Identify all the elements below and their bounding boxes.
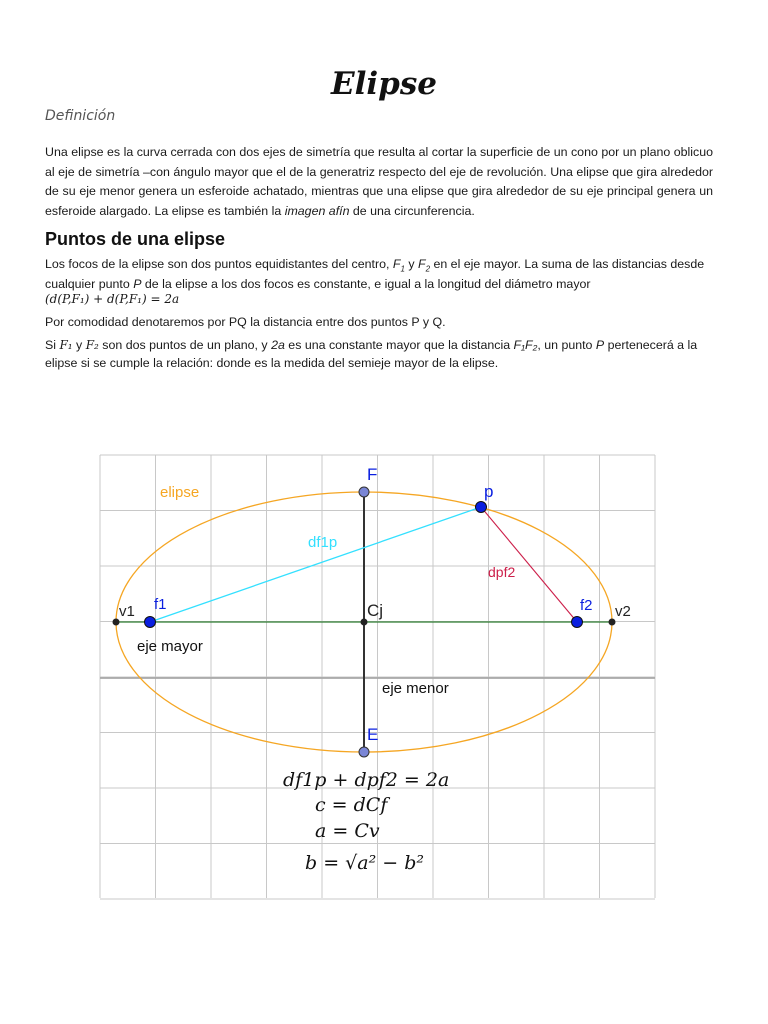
center-label: Cj [367, 601, 384, 620]
var-P: P [595, 338, 605, 352]
point-F [359, 487, 369, 497]
text-italic: imagen afín [284, 203, 350, 218]
major-axis-label: eje mayor [137, 638, 203, 655]
text-run: y [72, 338, 86, 352]
point-f2 [572, 617, 583, 628]
var-F1F2: F₁F₂ [513, 338, 538, 352]
var-F2: F₂ [85, 338, 99, 352]
page-title: Elipse [330, 66, 438, 102]
distance-formula: (d(P,F₁) + d(P,F₁) = 2a [45, 292, 180, 307]
foci-paragraph [45, 257, 713, 308]
var-subscript: 2 [425, 264, 431, 274]
v1-label: v1 [119, 603, 135, 620]
section-heading: Puntos de una elipse [45, 229, 226, 249]
v2-label: v2 [615, 603, 631, 620]
text-run: de una circunferencia. [349, 203, 475, 218]
text-run: pertenecerá a la elipse si se cumple la relación: donde es la medida del semieje mayor de la elipse. [45, 338, 698, 370]
text-run: en el eje mayor. La suma de las distancias desde cualquier punto [45, 257, 705, 291]
var-letter: F [417, 257, 426, 271]
relation-paragraph [45, 336, 713, 372]
var-letter: F [392, 257, 401, 271]
text-run: Si [45, 338, 60, 352]
df1p-label: df1p [308, 534, 338, 551]
var-f2 [417, 257, 431, 274]
ellipse-diagram [0, 430, 768, 910]
section-subtitle: Definición [45, 108, 116, 124]
point-E [359, 747, 369, 757]
text-run: de la elipse a los dos focos es constante, e igual a la longitud del diámetro mayor [141, 276, 591, 291]
text-run: Los focos de la elipse son dos puntos equidistantes del centro, [45, 257, 393, 271]
E-label: E [367, 725, 379, 744]
text-run: Una elipse es la curva cerrada con dos ejes de simetría que resulta al cortar la superficie de un cono por un plano oblicuo al eje de simetría –con ángulo mayor que el de la generatriz respecto del eje de revolución. Una elipse que gira alrededor de su eje menor genera un esferoide achatado, mientras que una elipse que gira alrededor de su eje principal genera un esferoide alargado. La elipse es también la [45, 145, 713, 218]
var-subscript: 1 [400, 264, 405, 274]
text-run: es una constante mayor que la distancia [284, 338, 514, 352]
equation-b: b = √a² − b² [305, 852, 424, 874]
minor-axis-label: eje menor [382, 680, 449, 697]
point-p [476, 502, 487, 513]
equation-a: a = Cv [315, 820, 380, 842]
f2-label: f2 [580, 597, 593, 614]
var-f1 [392, 257, 405, 274]
F-label: F [367, 465, 378, 484]
equation-c: c = dCf [315, 794, 388, 816]
p-label: p [484, 482, 494, 501]
var-F1: F₁ [59, 338, 73, 352]
var-p: P [133, 276, 142, 291]
equation-sum: df1p + dpf2 = 2a [283, 769, 450, 791]
text-run: son dos puntos de un plano, y [98, 338, 272, 352]
text-run: y [404, 257, 418, 271]
notation-paragraph: Por comodidad denotaremos por PQ la distancia entre dos puntos P y Q. [45, 315, 446, 329]
definition-paragraph [45, 143, 713, 221]
point-f1 [145, 617, 156, 628]
text-run: , un punto [537, 338, 596, 352]
var-2a: 2a [271, 338, 285, 352]
ellipse-label: elipse [160, 484, 200, 501]
dpf2-label: dpf2 [488, 564, 516, 580]
f1-label: f1 [154, 596, 167, 613]
